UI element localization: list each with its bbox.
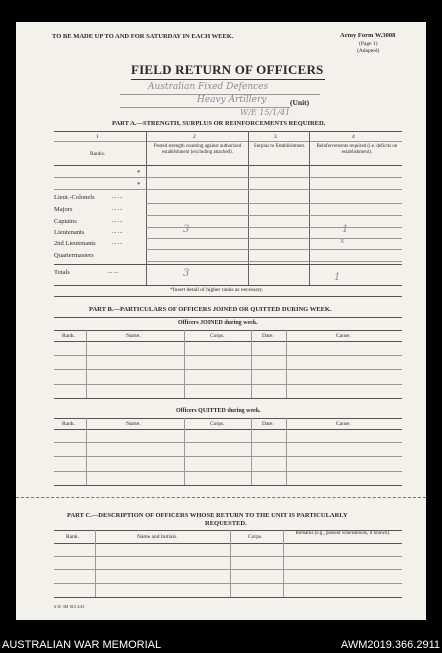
joined-col-corps: Corps. [210, 333, 225, 339]
joined-row-rule [54, 369, 402, 370]
header-surplus: Surplus to Establishment. [253, 144, 306, 149]
rank-lieutenants: Lieutenants [54, 229, 85, 236]
form-page: (Page 1) [359, 41, 378, 47]
quitted-vline [251, 418, 252, 485]
rank-dots: ... ... [112, 218, 123, 224]
star-marker-2: * [137, 181, 141, 189]
partA-end-rule [54, 296, 402, 297]
partB-top-rule [54, 317, 402, 318]
joined-vline [86, 330, 87, 398]
partC-row-rule [54, 569, 402, 570]
joined-col-date: Date. [262, 333, 274, 339]
quitted-col-cause: Cause. [336, 421, 351, 427]
partC-title-line1: PART C.—DESCRIPTION OF OFFICERS WHOSE RETURN TO THE UNIT IS PARTICULARLY [67, 512, 348, 519]
partC-vline [230, 530, 231, 597]
quitted-row-rule [54, 471, 402, 472]
handwritten-total-reinf: 1 [334, 272, 341, 283]
rank-dots: ... ... [112, 240, 123, 246]
handwritten-2ndlt-reinf: x [340, 236, 345, 245]
partC-col-rank: Rank. [66, 534, 79, 540]
rank-dots: ... ... [112, 194, 123, 200]
joined-col-cause: Cause. [336, 333, 351, 339]
partA-row-rule [146, 249, 402, 250]
partA-row-rule [54, 177, 402, 178]
quitted-title-rule [54, 418, 402, 419]
partC-row-rule [54, 556, 402, 557]
partA-bottom-rule [54, 285, 402, 286]
form-adapted: (Adapted) [357, 48, 380, 54]
partA-top-rule [54, 131, 402, 132]
quitted-row-rule [54, 442, 402, 443]
joined-row-rule [54, 384, 402, 385]
joined-title: Officers JOINED during week. [178, 320, 258, 326]
colnum-1: 1 [96, 134, 99, 140]
quitted-vline [184, 418, 185, 485]
quitted-bottom-rule [54, 485, 402, 486]
footer-accession-number: AWM2019.366.2911 [340, 639, 440, 651]
quitted-title: Officers QUITTED during week. [176, 408, 261, 414]
partA-row-rule [146, 261, 402, 262]
quitted-vline [286, 418, 287, 485]
partC-title-line2: REQUESTED. [205, 520, 247, 527]
partC-col-remarks: Remarks (e.g., present whereabouts, if known). [295, 531, 391, 536]
handwritten-week-ending: W/E 15/1/41 [240, 108, 291, 117]
quitted-col-name: Name. [126, 421, 141, 427]
rank-dots: ... ... [112, 206, 123, 212]
partA-row-rule [146, 238, 402, 239]
handwritten-lieutenants-reinf: 1 [342, 224, 349, 235]
partA-totals-rule [54, 264, 402, 265]
form-number: Army Form W.3008 [340, 32, 396, 39]
header-reinforcements: Reinforcements required (i.e. deficits on establishment). [316, 144, 398, 155]
header-posted-strength: Posted strength counting against authorized establishment (excluding attached). [153, 144, 242, 155]
rank-dots: ... ... [112, 229, 123, 235]
handwritten-unit-line1: Australian Fixed Defences [148, 82, 269, 92]
star-marker-1: * [137, 169, 141, 177]
partA-title: PART A.—STRENGTH, SURPLUS OR REINFORCEMENTS REQUIRED. [112, 120, 326, 127]
partA-row-rule [54, 189, 402, 190]
partA-numrow-rule [54, 141, 402, 142]
rank-captains: Captains [54, 218, 77, 225]
partA-row-rule [146, 215, 402, 216]
partC-header-rule [54, 543, 402, 544]
partA-header-rule [54, 165, 402, 166]
form-title: FIELD RETURN OF OFFICERS [131, 62, 324, 77]
partA-row-rule [146, 203, 402, 204]
rank-2nd-lieutenants: 2nd Lieutenants [54, 240, 96, 247]
joined-row-rule [54, 355, 402, 356]
joined-col-rank: Rank. [62, 333, 75, 339]
quitted-col-date: Date. [262, 421, 274, 427]
quitted-col-corps: Corps. [210, 421, 225, 427]
handwritten-captains-strength: 3 [183, 224, 190, 235]
joined-vline [286, 330, 287, 398]
colnum-3: 3 [274, 134, 277, 140]
partC-col-corps: Corps. [248, 534, 263, 540]
partC-vline [95, 530, 96, 597]
quitted-col-rank: Rank. [62, 421, 75, 427]
colnum-4: 4 [352, 134, 355, 140]
quitted-vline [86, 418, 87, 485]
joined-vline [251, 330, 252, 398]
quitted-row-rule [54, 456, 402, 457]
joined-bottom-rule [54, 398, 402, 399]
quitted-header-rule [54, 429, 402, 430]
partB-title: PART B.—PARTICULARS OF OFFICERS JOINED OR QUITTED DURING WEEK. [89, 306, 332, 313]
joined-vline [184, 330, 185, 398]
printer-imprint: S.W. 3M 10/2 2/43 [54, 604, 85, 609]
handwritten-total-strength: 3 [183, 268, 190, 279]
partA-footnote: *Insert detail of higher ranks as necessary. [170, 287, 264, 293]
partC-bottom-rule [54, 597, 402, 598]
header-ranks: Ranks. [90, 151, 106, 157]
rank-lieut-colonels: Lieut.-Colonels [54, 194, 95, 201]
handwritten-unit-line2: Heavy Artillery [197, 95, 267, 105]
perforation-line [16, 497, 426, 498]
unit-label: (Unit) [290, 98, 310, 107]
title-underline [131, 79, 325, 80]
joined-title-rule [54, 330, 402, 331]
partC-row-rule [54, 583, 402, 584]
instruction-text: TO BE MADE UP TO AND FOR SATURDAY IN EACH WEEK. [52, 33, 234, 40]
colnum-2: 2 [193, 134, 196, 140]
joined-col-name: Name. [126, 333, 141, 339]
rank-quartermasters: Quartermasters [54, 252, 94, 259]
rank-majors: Majors [54, 206, 73, 213]
partC-vline [283, 530, 284, 597]
totals-label: Totals [54, 269, 70, 276]
joined-header-rule [54, 341, 402, 342]
footer-institution: AUSTRALIAN WAR MEMORIAL [2, 639, 162, 651]
totals-dots: ... ... [108, 269, 119, 275]
partC-col-name: Name and Initials. [137, 534, 178, 540]
